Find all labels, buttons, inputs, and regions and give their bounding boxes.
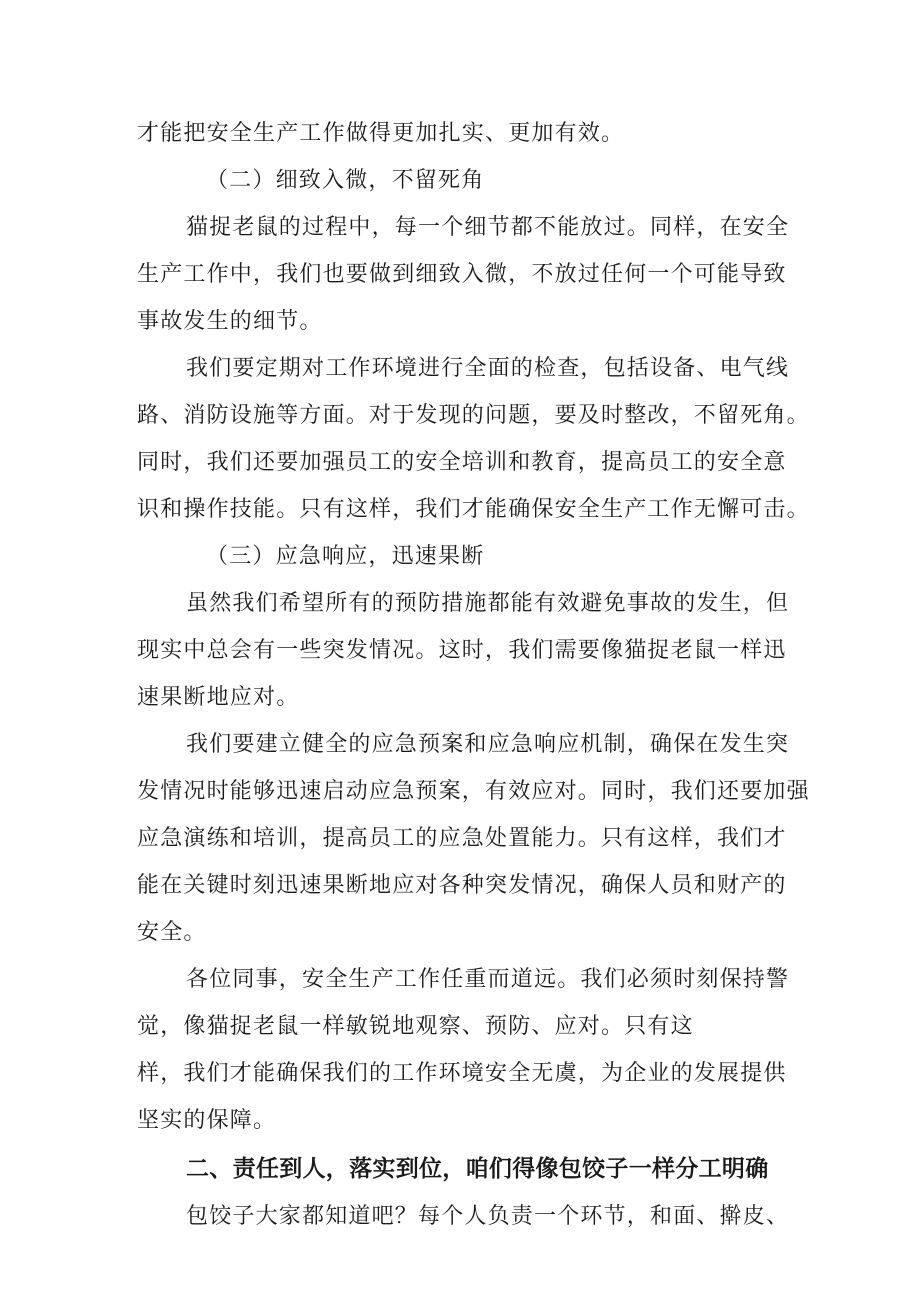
text-line: 应急演练和培训，提高员工的应急处置能力。只有这样，我们才 xyxy=(137,826,787,851)
document-body xyxy=(137,110,810,1240)
sub-heading: （二）细致入微，不留死角 xyxy=(206,168,485,193)
text-line: 才能把安全生产工作做得更加扎实、更加有效。 xyxy=(137,121,625,146)
text-line: 路、消防设施等方面。对于发现的问题，要及时整改，不留死角。 xyxy=(137,403,810,428)
text-line: 发情况时能够迅速启动应急预案，有效应对。同时，我们还要加强 xyxy=(137,779,810,804)
paragraph-first-line: 我们要定期对工作环境进行全面的检查，包括设备、电气线 xyxy=(186,356,790,381)
text-line: 生产工作中，我们也要做到细致入微，不放过任何一个可能导致 xyxy=(137,262,787,287)
paragraph-first-line: 各位同事，安全生产工作任重而道远。我们必须时刻保持警 xyxy=(186,967,790,992)
paragraph-first-line: 虽然我们希望所有的预防措施都能有效避免事故的发生，但 xyxy=(186,591,790,616)
section-heading: 二、责任到人，落实到位，咱们得像包饺子一样分工明确 xyxy=(186,1156,769,1182)
text-line: 觉，像猫捉老鼠一样敏锐地观察、预防、应对。只有这 xyxy=(137,1014,694,1039)
text-line: 坚实的保障。 xyxy=(137,1108,277,1133)
sub-heading: （三）应急响应，迅速果断 xyxy=(206,544,485,569)
text-line: 能在关键时刻迅速果断地应对各种突发情况，确保人员和财产的 xyxy=(137,873,787,898)
text-line: 安全。 xyxy=(137,920,207,945)
text-line: 样，我们才能确保我们的工作环境安全无虞，为企业的发展提供 xyxy=(137,1061,787,1086)
text-line: 速果断地应对。 xyxy=(137,685,300,710)
paragraph-first-line: 包饺子大家都知道吧？每个人负责一个环节，和面、擀皮、 xyxy=(186,1204,790,1229)
text-line: 现实中总会有一些突发情况。这时，我们需要像猫捉老鼠一样迅 xyxy=(137,638,787,663)
text-line: 事故发生的细节。 xyxy=(137,309,323,334)
paragraph-first-line: 我们要建立健全的应急预案和应急响应机制，确保在发生突 xyxy=(186,732,790,757)
paragraph-first-line: 猫捉老鼠的过程中，每一个细节都不能放过。同样，在安全 xyxy=(186,215,790,240)
text-line: 识和操作技能。只有这样，我们才能确保安全生产工作无懈可击。 xyxy=(137,497,810,522)
text-line: 同时，我们还要加强员工的安全培训和教育，提高员工的安全意 xyxy=(137,450,787,475)
